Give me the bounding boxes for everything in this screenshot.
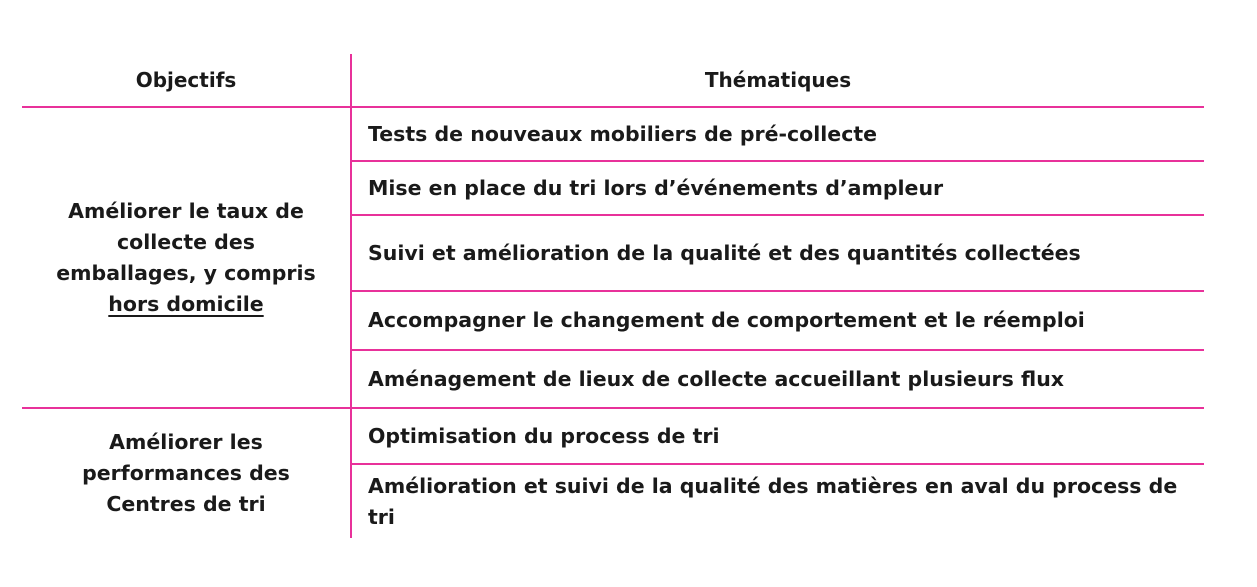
- objective-centres-de-tri: [22, 409, 350, 538]
- objectives-table: [22, 54, 1204, 538]
- theme-cell: Aménagement de lieux de collecte accueillant plusieurs flux: [368, 366, 1065, 391]
- theme-cell: Mise en place du tri lors d’événements d’ampleur: [368, 175, 944, 200]
- objective-collecte: [22, 108, 350, 407]
- column-divider: [350, 54, 352, 538]
- objective-line: emballages, y compris: [56, 260, 316, 285]
- objective-line: Centres de tri: [106, 492, 266, 516]
- theme-cell: Tests de nouveaux mobiliers de pré-collecte: [368, 121, 878, 146]
- header-objectifs: Objectifs: [135, 67, 237, 92]
- header-thematiques: Thématiques: [704, 67, 852, 92]
- objective-line: performances des: [82, 461, 290, 485]
- objective-underlined-text: hors domicile: [108, 291, 264, 316]
- objective-line: Améliorer les: [109, 430, 263, 454]
- objective-line: collecte des: [117, 229, 255, 254]
- theme-cell: Optimisation du process de tri: [368, 423, 720, 448]
- theme-cell: Accompagner le changement de comportement et le réemploi: [368, 308, 1085, 332]
- objective-line: Améliorer le taux de: [68, 198, 304, 223]
- theme-cell: Amélioration et suivi de la qualité des matières en aval du process de tri: [368, 473, 1178, 529]
- theme-cell: Suivi et amélioration de la qualité et des quantités collectées: [368, 240, 1081, 265]
